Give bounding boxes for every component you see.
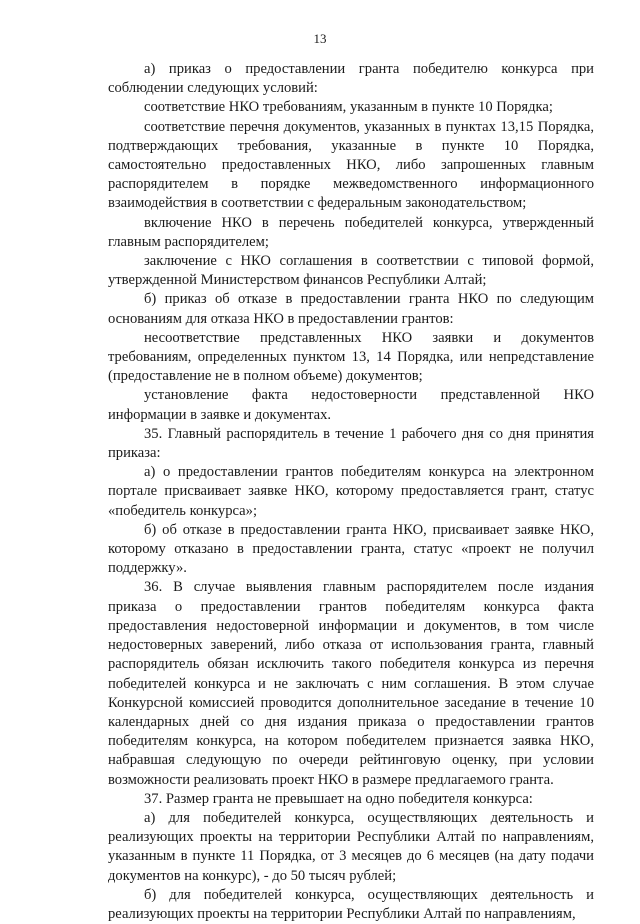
paragraph-37: 37. Размер гранта не превышает на одно победителя конкурса: bbox=[144, 790, 533, 807]
paragraph-35-b: б) об отказе в предоставлении гранта НКО, присваивает заявке НКО, которому отказано в предоставлении гранта, статус «проект не получил поддержку». bbox=[108, 521, 594, 577]
page-number: 13 bbox=[313, 31, 327, 46]
paragraph-condition-requirements: соответствие НКО требованиям, указанным в пункте 10 Порядка; bbox=[144, 99, 553, 116]
paragraph-condition-agreement: заключение с НКО соглашения в соответствии с типовой формой, утвержденной Министерством финансов Республики Алтай; bbox=[108, 253, 594, 289]
paragraph-condition-documents: соответствие перечня документов, указанных в пунктах 13,15 Порядка, подтверждающих требования, указанные в пункте 10 Порядка, самостоятельно предоставленных НКО, либо запрошенных главным распорядителем в порядке межведомственного информационного взаимодействия в соответствии с федеральным законодательством; bbox=[108, 118, 594, 212]
paragraph-36: 36. В случае выявления главным распорядителем после издания приказа о предоставлении грантов победителям конкурса факта предоставления недостоверной информации и документов, в том числе недостоверных заверений, либо отказа от использования гранта, главный распорядитель обязан исключить такого победителя конкурса из перечня победителей конкурса и не заключать с ним соглашения. В этом случае Конкурсной комиссией проводится дополнительное заседание в течение 10 календарных дней со дня издания приказа о предоставлении грантов победителям конкурса, на котором победителем признается заявка НКО, набравшая следующую по очереди рейтинговую оценку, при условии возможности реализовать проект НКО в размере предлагаемого гранта. bbox=[108, 579, 594, 788]
paragraph-35-a: а) о предоставлении грантов победителям конкурса на электронном портале присваивает заявке НКО, которому предоставляется грант, статус «победитель конкурса»; bbox=[108, 464, 594, 519]
paragraph-b-refusal-order: б) приказ об отказе в предоставлении гранта НКО по следующим основаниям для отказа НКО в предоставлении грантов: bbox=[108, 291, 594, 327]
paragraph-37-a: а) для победителей конкурса, осуществляющих деятельность и реализующих проекты на территории Республики Алтай по направлениям, указанным в пункте 11 Порядка, от 3 месяцев до 6 месяцев (на дату подачи документов на конкурс), - до 50 тысяч рублей; bbox=[108, 809, 594, 884]
paragraph-a-grant-order: а) приказ о предоставлении гранта победителю конкурса при соблюдении следующих условий: bbox=[108, 61, 594, 97]
paragraph-refusal-false-info: установление факта недостоверности представленной НКО информации в заявке и документах. bbox=[108, 387, 594, 423]
paragraph-37-b: б) для победителей конкурса, осуществляющих деятельность и реализующих проекты на территории Республики Алтай по направлениям, bbox=[108, 886, 594, 922]
paragraph-condition-winners-list: включение НКО в перечень победителей конкурса, утвержденный главным распорядителем; bbox=[108, 214, 594, 250]
document-body bbox=[108, 60, 594, 924]
paragraph-35: 35. Главный распорядитель в течение 1 рабочего дня со дня принятия приказа: bbox=[108, 425, 594, 462]
paragraph-refusal-mismatch: несоответствие представленных НКО заявки и документов требованиям, определенных пунктом 13, 14 Порядка, или непредставление (предоставление не в полном объеме) документов; bbox=[108, 329, 594, 385]
